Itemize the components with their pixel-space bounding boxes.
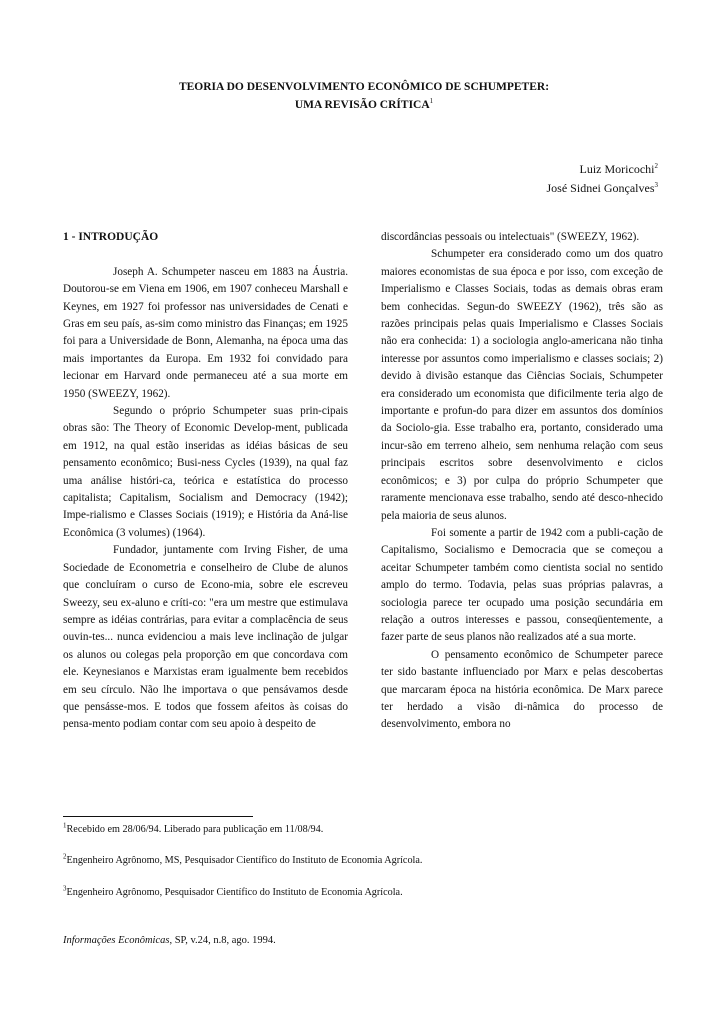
author-2-mark: 3 (654, 181, 658, 189)
author-1-name: Luiz Moricochi (579, 162, 655, 176)
author-2 (547, 179, 658, 198)
title-line-2-text: UMA REVISÃO CRÍTICA (294, 99, 430, 111)
title-footnote-mark: 1 (429, 97, 434, 106)
footnote-1-text: Recebido em 28/06/94. Liberado para publicação em 11/08/94. (66, 824, 324, 835)
right-column (381, 229, 663, 734)
right-paragraph-3: Foi somente a partir de 1942 com a publi-cação de Capitalismo, Socialismo e Democracia que se começou a aceitar Schumpeter também como cientista social no sentido amplo do termo. Todavia, pelas suas próprias palavras, a sociologia parece ter ocupado uma posição secundária em relação a outros interesses e passou, conseqüentemente, a fazer parte de seus planos não realizados até a sua morte. (381, 526, 663, 644)
author-1 (547, 160, 658, 179)
right-paragraph-2: Schumpeter era considerado como um dos quatro maiores economistas de sua época e por isso, com exceção de Imperialismo e Classes Sociais, todas as demais obras eram bem conhecidas. Segun-do SWEEZY (1962), três são as razões principais pelas quais Imperialismo e Classes Sociais não era conhecida: 1) a sociologia anglo-americana não tinha interesse por assuntos como imperialismo e classes sociais; 2) devido à divisão estanque das Ciências Sociais, Schumpeter era considerado um economista que dificilmente teria algo de importante e profun-do para dizer em assuntos dos domínios da Sociolo-gia. Esse trabalho era, portanto, considerado uma incur-são em terreno alheio, sem nenhuma relação com seus principais escritos sobre desenvolvimento e ciclos econômicos; e 3) por culpa do próprio Schumpeter que raramente mencionava esse trabalho, sendo até desco-nhecido pela maioria de seus alunos. (381, 248, 663, 522)
footnote-2-mark: 2 (63, 852, 67, 861)
footnote-divider (63, 816, 253, 817)
left-paragraph-2: Segundo o próprio Schumpeter suas prin-cipais obras são: The Theory of Economic Develop-ment, publicada em 1912, na qual estão inseridas as idéias básicas de seu pensamento econômico; Busi-ness Cycles (1939), na qual faz uma análise históri-ca, teórica e estatística do processo capitalista; Capitalism, Socialism and Democracy (1942); Impe-rialismo e Classes Sociais (1919); e História da Aná-lise Econômica (3 volumes) (1964). (63, 405, 348, 539)
left-paragraph-3: Fundador, juntamente com Irving Fisher, de uma Sociedade de Econometria e conselheiro de Clube de alunos que concluíram o curso de Econo-mia, sobre ele escreveu Sweezy, seu ex-aluno e críti-co: "era um mestre que estimulava sempre as idéias contrárias, para evitar a complacência de seus ouvin-tes... nunca evidenciou a mais leve inclinação de julgar os alunos ou colegas pela proporção em que concordava com ele. Keynesianos e Marxistas eram igualmente bem recebidos em seu círculo. Não lhe importava o que pensávamos desde que pensásse-mos. E todos que fossem afeitos às coisas do pensa-mento podiam contar com seu apoio à despeito de (63, 544, 348, 731)
footnote-1-mark: 1 (63, 821, 67, 830)
footnote-1 (63, 823, 663, 837)
right-paragraph-1: discordâncias pessoais ou intelectuais" (SWEEZY, 1962). (381, 231, 640, 243)
footnote-2 (63, 854, 663, 868)
right-paragraph-4: O pensamento econômico de Schumpeter parece ter sido bastante influenciado por Marx e pelas descobertas que marcaram época na história econômica. De Marx parece ter herdado a visão di-nâmica do processo de desenvolvimento, embora no (381, 648, 663, 731)
section-heading: 1 - INTRODUÇÃO (63, 231, 159, 243)
author-1-mark: 2 (654, 162, 658, 170)
journal-citation (63, 935, 276, 946)
title-line-2 (0, 96, 728, 114)
footnote-3 (63, 886, 663, 900)
author-list (547, 160, 658, 198)
footnote-3-text: Engenheiro Agrônomo, Pesquisador Científico do Instituto de Economia Agrícola. (66, 887, 403, 898)
left-paragraph-1: Joseph A. Schumpeter nasceu em 1883 na Áustria. Doutorou-se em Viena em 1906, em 1907 conheceu Marshall e Keynes, em 1927 foi professor nas universidades de Cenati e Gras em seu país, as-sim como ministro das Finanças; em 1925 foi para a Universidade de Bonn, Alemanha, na época uma das mais importantes da Europa. Em 1932 foi convidado para lecionar em Harvard onde permaneceu até a sua morte em 1950 (SWEEZY, 1962). (63, 265, 348, 400)
author-2-name: José Sidnei Gonçalves (546, 181, 655, 195)
journal-details: , SP, v.24, n.8, ago. 1994. (169, 935, 276, 946)
footnote-3-mark: 3 (63, 884, 67, 893)
footnote-2-text: Engenheiro Agrônomo, MS, Pesquisador Científico do Instituto de Economia Agrícola. (66, 855, 423, 866)
journal-name: Informações Econômicas (63, 935, 170, 946)
paper-title (0, 78, 728, 114)
title-line-1: TEORIA DO DESENVOLVIMENTO ECONÔMICO DE SCHUMPETER: (178, 81, 550, 93)
left-column (63, 229, 348, 734)
